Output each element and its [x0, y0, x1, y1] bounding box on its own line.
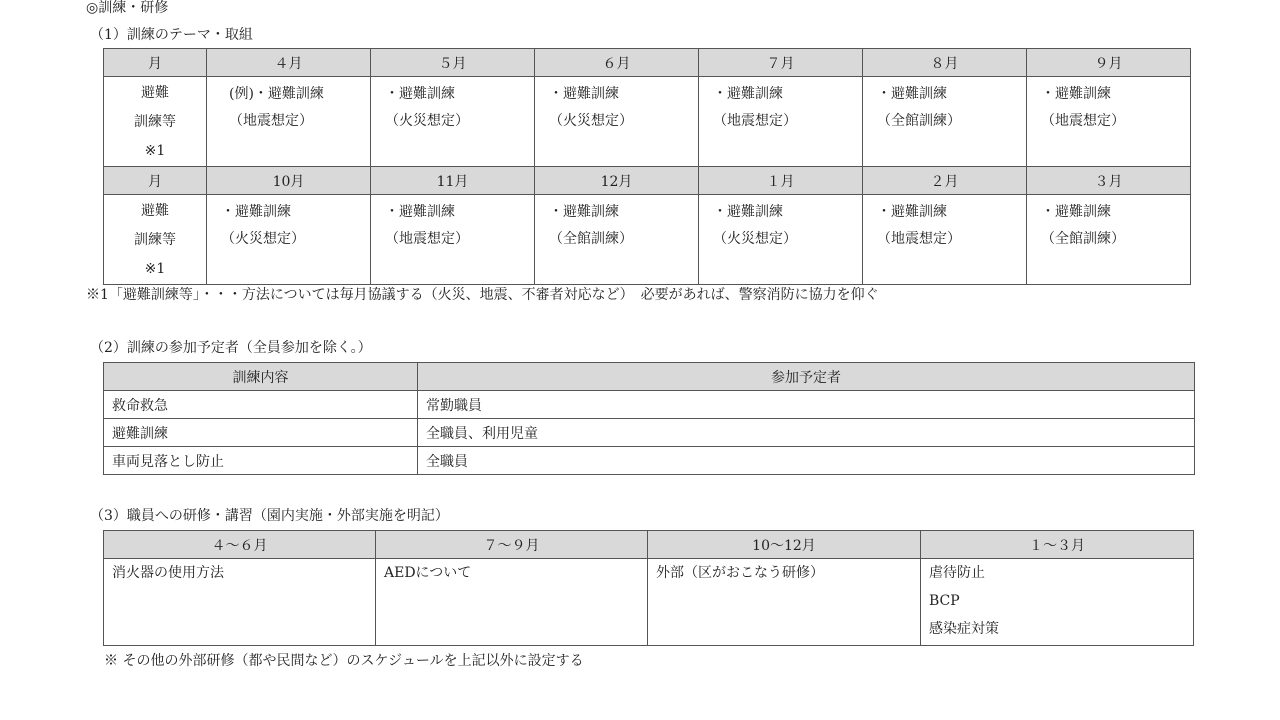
- training-schedule-table: [103, 48, 1191, 285]
- training-cell: [863, 77, 1027, 167]
- training-item: ・避難訓練: [713, 204, 783, 220]
- participants-table: [103, 362, 1195, 475]
- training-cell: [371, 77, 535, 167]
- training-scenario: （地震想定）: [877, 231, 961, 247]
- participants-cell: 常勤職員: [418, 391, 1195, 419]
- training-scenario: （火災想定）: [549, 113, 633, 129]
- training-cell: [699, 77, 863, 167]
- month-header: ５月: [371, 49, 535, 77]
- training-cell: [371, 195, 535, 285]
- training-topic: BCP: [929, 593, 960, 609]
- training-item: (例)・避難訓練: [229, 86, 324, 102]
- training-scenario: （火災想定）: [713, 231, 797, 247]
- row-label-line: 訓練等: [134, 114, 176, 130]
- training-cell: [863, 195, 1027, 285]
- row-label-line: 避難: [141, 203, 169, 219]
- section3-title: （3）職員への研修・講習（園内実施・外部実施を明記）: [90, 508, 449, 524]
- training-item: ・避難訓練: [1041, 86, 1111, 102]
- month-header: ４月: [207, 49, 371, 77]
- training-content-cell: 避難訓練: [104, 419, 418, 447]
- row-label-line: ※1: [144, 143, 166, 159]
- month-header: ３月: [1027, 167, 1191, 195]
- column-header: 参加予定者: [418, 363, 1195, 391]
- quarter-header: 10～12月: [648, 531, 921, 559]
- section1-title: （1）訓練のテーマ・取組: [90, 27, 253, 43]
- row-label-cell: [104, 195, 207, 285]
- table-row: [104, 447, 1195, 475]
- training-topic: 外部（区がおこなう研修）: [656, 565, 824, 581]
- quarter-header: １～３月: [921, 531, 1194, 559]
- training-topic-cell: [376, 559, 648, 646]
- training-content-cell: 車両見落とし防止: [104, 447, 418, 475]
- training-item: ・避難訓練: [877, 204, 947, 220]
- training-cell: [1027, 77, 1191, 167]
- table-row: [104, 419, 1195, 447]
- month-header: ９月: [1027, 49, 1191, 77]
- quarter-header-row: [104, 531, 1194, 559]
- month-header-row: [104, 167, 1191, 195]
- row-label-line: 避難: [141, 85, 169, 101]
- training-item: ・避難訓練: [713, 86, 783, 102]
- participants-cell: 全職員: [418, 447, 1195, 475]
- training-scenario: （全館訓練）: [1041, 231, 1125, 247]
- participants-cell: 全職員、利用児童: [418, 419, 1195, 447]
- month-header: 10月: [207, 167, 371, 195]
- month-header: 12月: [535, 167, 699, 195]
- month-header: 11月: [371, 167, 535, 195]
- participants-header-row: [104, 363, 1195, 391]
- row-label-cell: [104, 77, 207, 167]
- training-scenario: （地震想定）: [385, 231, 469, 247]
- section2-title: （2）訓練の参加予定者（全員参加を除く。）: [90, 340, 372, 356]
- training-scenario: （地震想定）: [1041, 113, 1125, 129]
- month-header: ６月: [535, 49, 699, 77]
- training-topic: 消火器の使用方法: [112, 565, 224, 581]
- month-label-header: 月: [104, 167, 207, 195]
- training-item: ・避難訓練: [221, 204, 291, 220]
- training-scenario: （火災想定）: [221, 231, 305, 247]
- training-content-cell: 救命救急: [104, 391, 418, 419]
- training-item: ・避難訓練: [549, 86, 619, 102]
- training-scenario: （全館訓練）: [549, 231, 633, 247]
- column-header: 訓練内容: [104, 363, 418, 391]
- month-header: １月: [699, 167, 863, 195]
- training-cell: [535, 195, 699, 285]
- row-label-line: ※1: [144, 261, 166, 277]
- training-cell: [535, 77, 699, 167]
- training-scenario: （全館訓練）: [877, 113, 961, 129]
- staff-training-table: [103, 530, 1194, 646]
- training-topic-cell: [921, 559, 1194, 646]
- table-row: [104, 391, 1195, 419]
- table-row: [104, 559, 1194, 646]
- month-label-header: 月: [104, 49, 207, 77]
- page-heading: ◎訓練・研修: [86, 0, 169, 16]
- training-topic: 虐待防止: [929, 565, 985, 581]
- training-item: ・避難訓練: [1041, 204, 1111, 220]
- training-topic: AEDについて: [384, 565, 472, 581]
- section1-note: ※1「避難訓練等」・・・方法については毎月協議する（火災、地震、不審者対応など） 必要があれば、警察消防に協力を仰ぐ: [86, 287, 879, 303]
- training-scenario: （地震想定）: [229, 113, 313, 129]
- quarter-header: ４～６月: [104, 531, 376, 559]
- training-topic-cell: [104, 559, 376, 646]
- month-header: ８月: [863, 49, 1027, 77]
- month-header: ７月: [699, 49, 863, 77]
- training-cell: [1027, 195, 1191, 285]
- training-item: ・避難訓練: [385, 86, 455, 102]
- month-header-row: [104, 49, 1191, 77]
- training-item: ・避難訓練: [385, 204, 455, 220]
- training-item: ・避難訓練: [877, 86, 947, 102]
- training-topic: 感染症対策: [929, 621, 999, 637]
- row-label-line: 訓練等: [134, 232, 176, 248]
- training-scenario: （地震想定）: [713, 113, 797, 129]
- training-cell: [699, 195, 863, 285]
- training-cell: [207, 77, 371, 167]
- month-header: ２月: [863, 167, 1027, 195]
- training-topic-cell: [648, 559, 921, 646]
- training-row: [104, 77, 1191, 167]
- training-cell: [207, 195, 371, 285]
- section3-note: ※ その他の外部研修（都や民間など）のスケジュールを上記以外に設定する: [104, 653, 584, 669]
- training-row: [104, 195, 1191, 285]
- training-scenario: （火災想定）: [385, 113, 469, 129]
- quarter-header: ７～９月: [376, 531, 648, 559]
- training-item: ・避難訓練: [549, 204, 619, 220]
